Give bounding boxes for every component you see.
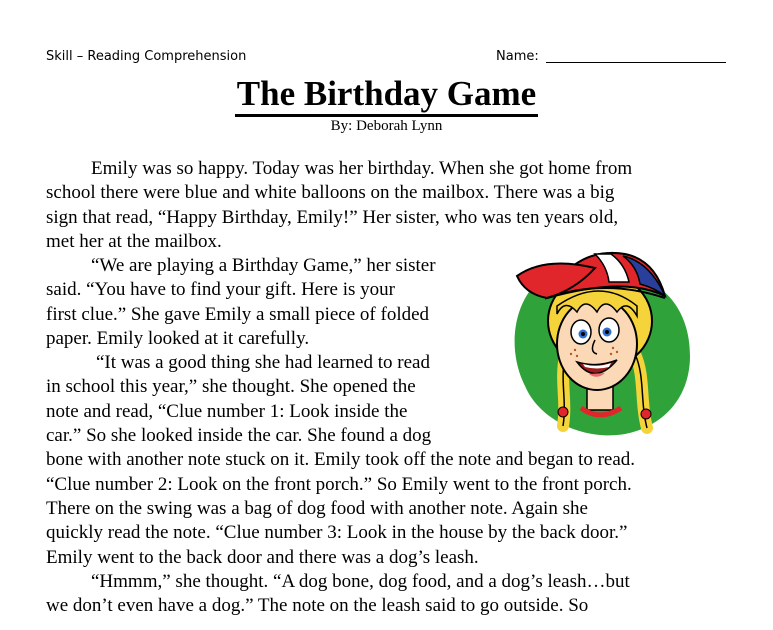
story-line: “Clue number 2: Look on the front porch.” So Emily went to the front porch.	[46, 473, 632, 495]
story-line: bone with another note stuck on it. Emily took off the note and began to read.	[46, 449, 636, 471]
name-label: Name:	[496, 49, 539, 64]
story-line: “We are playing a Birthday Game,” her sister	[91, 255, 436, 276]
girl-with-cap-icon	[505, 236, 695, 448]
story-line: in school this year,” she thought. She opened the	[46, 376, 416, 398]
story-line: There on the swing was a bag of dog food with another note. Again she	[46, 497, 588, 519]
name-blank-line	[546, 62, 726, 63]
story-line: quickly read the note. “Clue number 3: Look in the house by the back door.”	[46, 522, 628, 544]
story-line: paper. Emily looked at it carefully.	[46, 327, 310, 349]
story-line: car.” So she looked inside the car. She found a dog	[46, 425, 432, 447]
story-line: sign that read, “Happy Birthday, Emily!” Her sister, who was ten years old,	[46, 206, 619, 228]
story-line: we don’t even have a dog.” The note on the leash said to go outside. So	[46, 595, 589, 617]
skill-label: Skill – Reading Comprehension	[46, 49, 247, 64]
story-line: “It was a good thing she had learned to read	[96, 352, 430, 374]
story-line: Emily was so happy. Today was her birthday. When she got home from	[91, 158, 633, 179]
worksheet-header	[46, 49, 730, 69]
story-line: first clue.” She gave Emily a small piece of folded	[46, 303, 430, 325]
story-line: “Hmmm,” she thought. “A dog bone, dog food, and a dog’s leash…but	[91, 570, 630, 592]
story-line: Emily went to the back door and there was a dog’s leash.	[46, 546, 479, 568]
page-title: The Birthday Game	[235, 75, 538, 117]
girl-with-cap-illustration	[505, 236, 695, 448]
story-line: said. “You have to find your gift. Here is your	[46, 279, 395, 301]
story-line: met her at the mailbox.	[46, 230, 222, 252]
page-title-wrapper	[0, 72, 773, 117]
story-line: school there were blue and white balloons on the mailbox. There was a big	[46, 182, 615, 204]
story-line: note and read, “Clue number 1: Look inside the	[46, 400, 408, 422]
author-byline: By: Deborah Lynn	[330, 118, 443, 134]
